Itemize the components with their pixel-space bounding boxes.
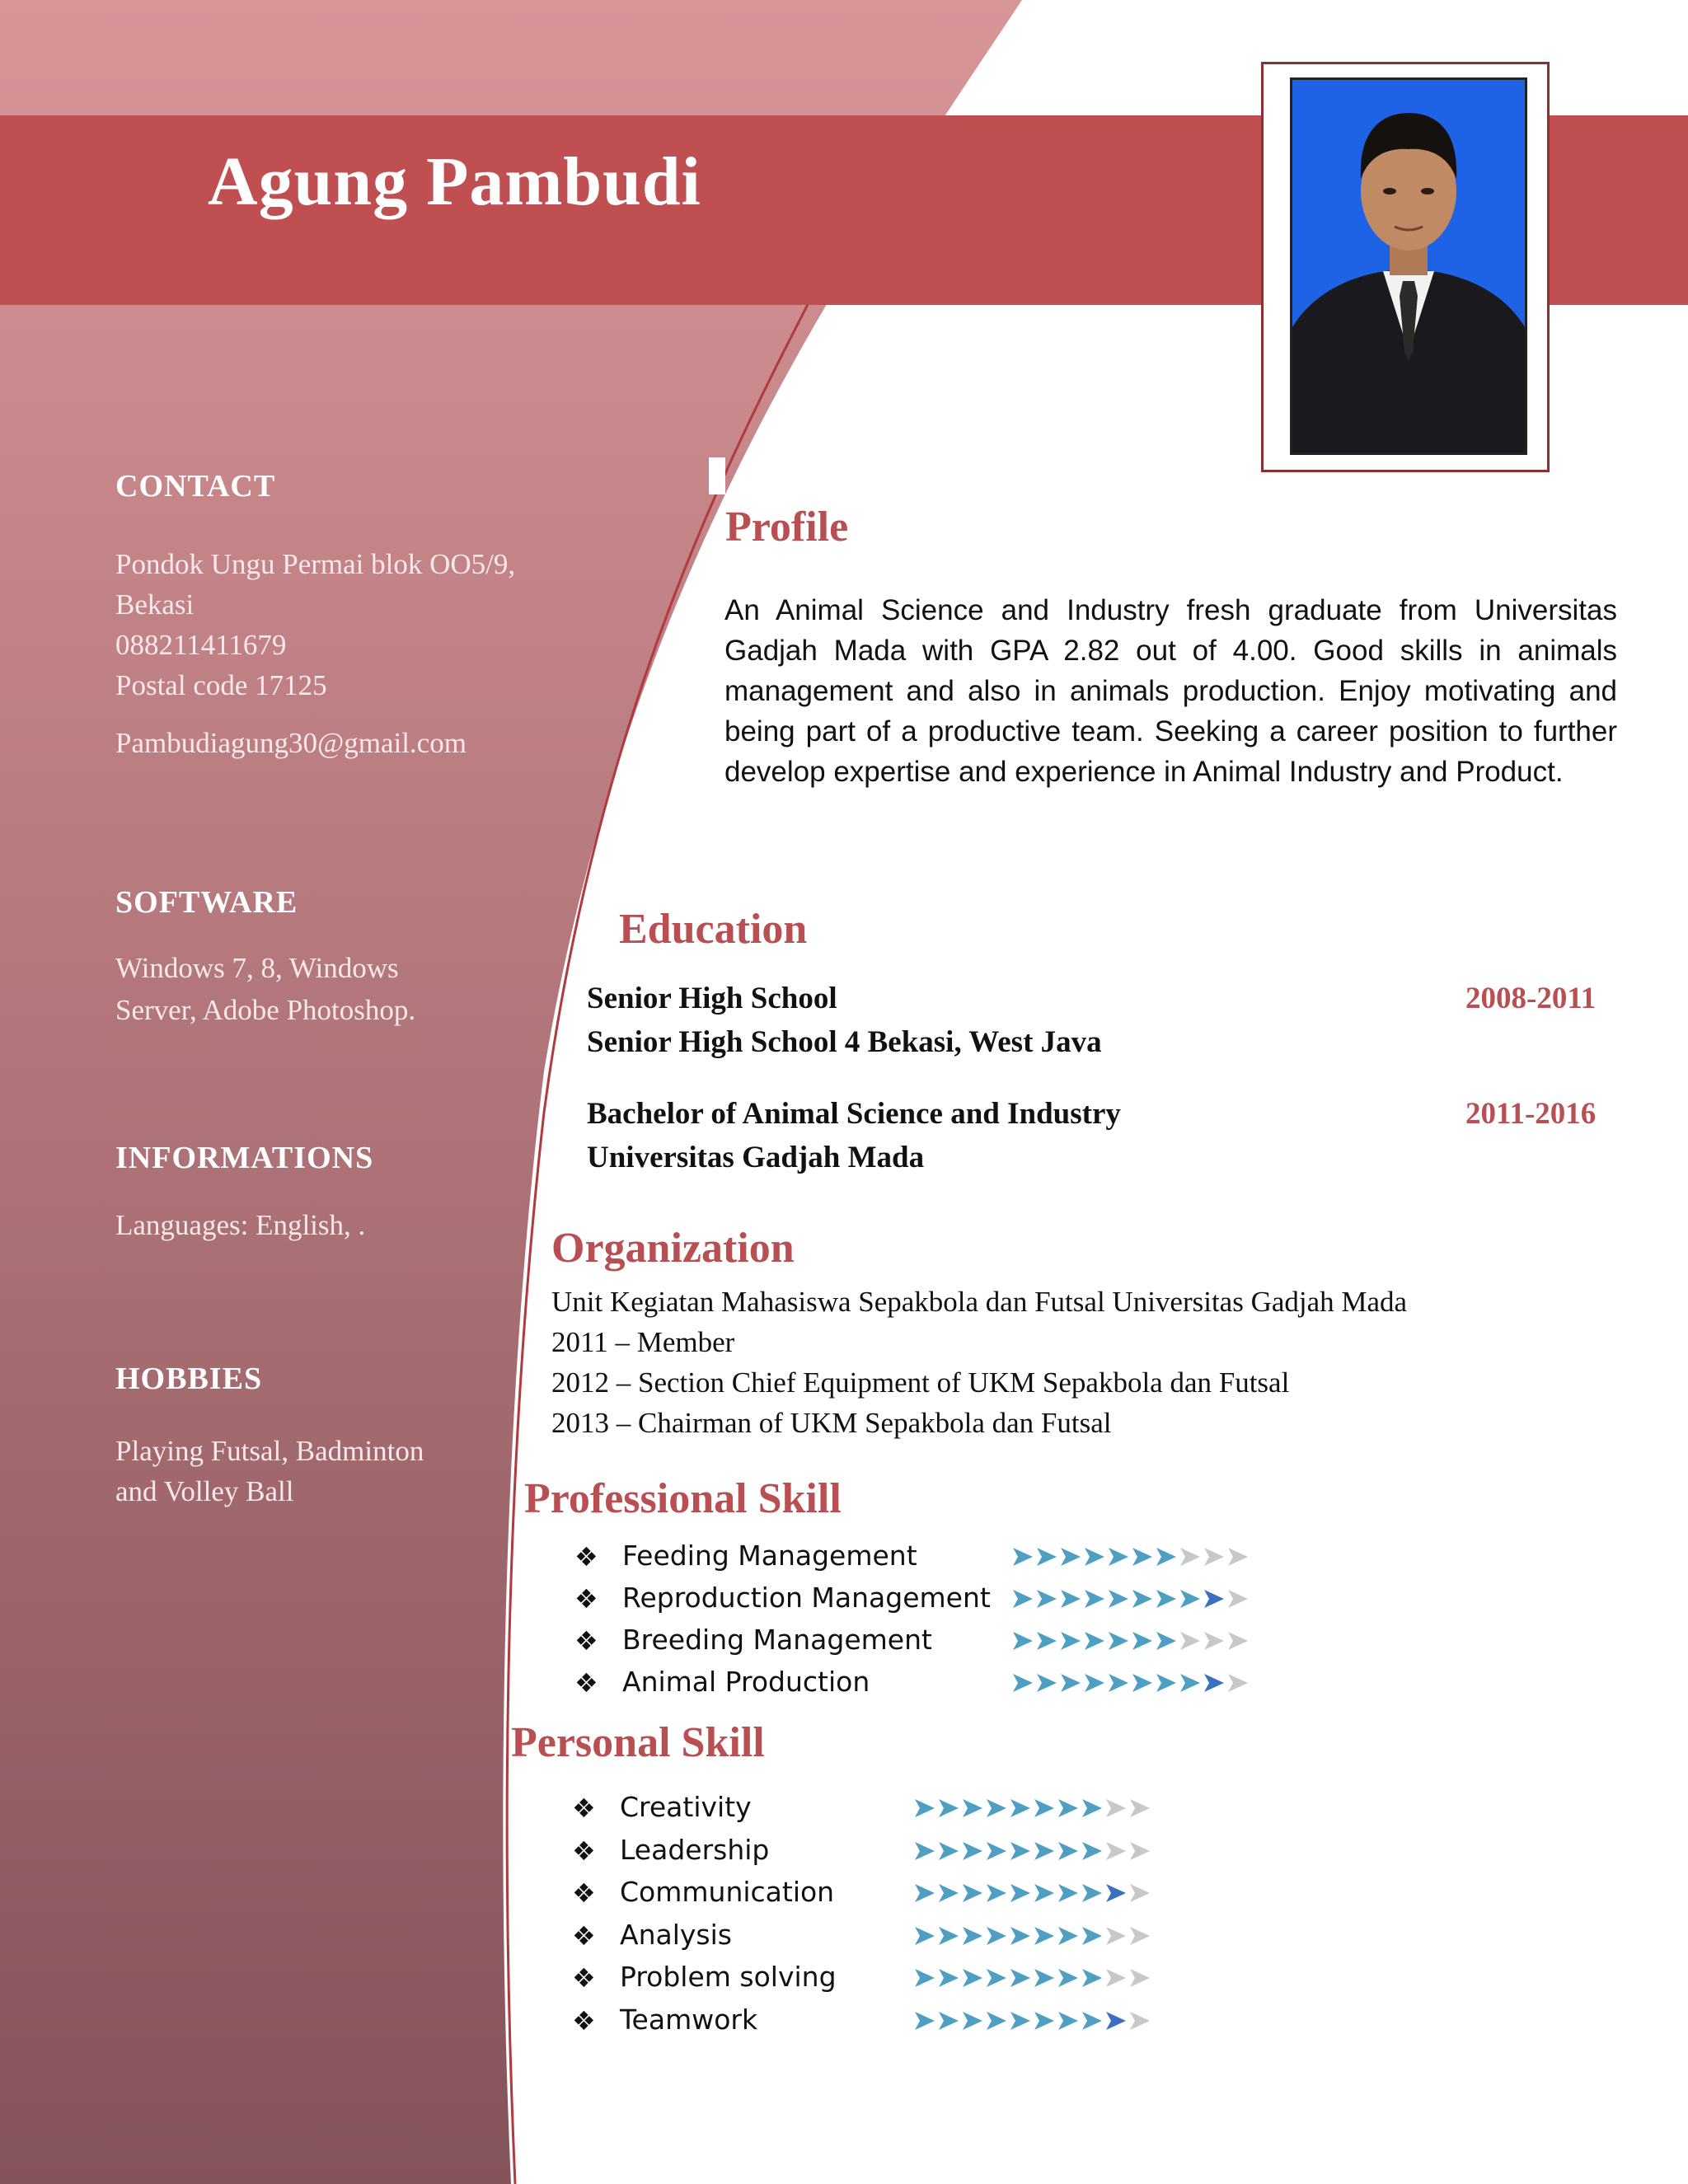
skill-row: [574, 1666, 1316, 1707]
rating-arrow-empty: [1228, 1548, 1248, 1566]
rating-arrow-empty: [1130, 1927, 1150, 1945]
rating-arrow-filled: [1082, 1842, 1102, 1860]
rating-arrow-filled: [1180, 1674, 1200, 1692]
skill-rating: [913, 1924, 1152, 1948]
skill-label: Communication: [620, 1876, 835, 1908]
rating-arrow-filled: [1037, 1590, 1057, 1608]
rating-arrow-filled: [987, 1799, 1006, 1817]
rating-arrow-empty: [1180, 1632, 1200, 1650]
rating-arrow-filled: [939, 1927, 959, 1945]
skill-rating: [913, 1839, 1152, 1863]
bullet-icon: ❖: [572, 1793, 596, 1824]
rating-arrow-filled: [1061, 1674, 1081, 1692]
rating-arrow-empty: [1106, 1842, 1126, 1860]
rating-arrow-filled: [1085, 1548, 1104, 1566]
bullet-icon: ❖: [572, 2004, 596, 2036]
skill-rating: [913, 1966, 1152, 1990]
rating-arrow-filled: [1109, 1590, 1128, 1608]
contact-address-line1: Pondok Ungu Permai blok OO5/9,: [115, 548, 516, 580]
rating-arrow-filled: [963, 1842, 982, 1860]
contact-phone: 088211411679: [115, 629, 287, 661]
rating-arrow-filled: [1013, 1590, 1033, 1608]
education-title-1: Senior High School: [587, 982, 837, 1015]
rating-arrow-filled: [1037, 1632, 1057, 1650]
skill-rating: [1011, 1671, 1250, 1695]
organization-heading: Organization: [551, 1225, 795, 1272]
organization-line-4: 2013 – Chairman of UKM Sepakbola dan Futsal: [551, 1407, 1112, 1439]
rating-arrow-filled: [1037, 1548, 1057, 1566]
contact-email: Pambudiagung30@gmail.com: [115, 727, 467, 759]
rating-arrow-filled: [915, 2012, 935, 2030]
rating-arrow-empty: [1106, 1927, 1126, 1945]
skill-label: Leadership: [620, 1833, 770, 1866]
rating-arrow-filled: [963, 1927, 982, 1945]
bullet-icon: ❖: [574, 1625, 598, 1657]
rating-arrow-filled: [1082, 1927, 1102, 1945]
rating-arrow-filled: [963, 2012, 982, 2030]
rating-arrow-filled: [1061, 1632, 1081, 1650]
contact-address-line2: Bekasi: [115, 588, 195, 621]
education-title-2: Bachelor of Animal Science and Industry: [587, 1097, 1121, 1131]
rating-arrow-empty: [1130, 2012, 1150, 2030]
rating-arrow-filled: [987, 1884, 1006, 1902]
professional-skill-heading: Professional Skill: [524, 1475, 842, 1522]
bullet-icon: ❖: [572, 1919, 596, 1952]
rating-arrow-filled: [1082, 2012, 1102, 2030]
profile-heading: Profile: [725, 504, 849, 551]
skill-label: Problem solving: [620, 1961, 837, 1993]
rating-arrow-filled: [1156, 1674, 1176, 1692]
education-years-2: 2011-2016: [1465, 1097, 1597, 1131]
rating-arrow-empty: [1204, 1632, 1224, 1650]
organization-line-3: 2012 – Section Chief Equipment of UKM Sepakbola dan Futsal: [551, 1366, 1290, 1399]
rating-arrow-filled: [1082, 1799, 1102, 1817]
organization-line-2: 2011 – Member: [551, 1326, 735, 1358]
rating-arrow-filled: [939, 1884, 959, 1902]
rating-arrow-filled: [987, 1842, 1006, 1860]
rating-arrow-filled: [1109, 1548, 1128, 1566]
contact-heading: CONTACT: [115, 469, 276, 504]
skill-label: Teamwork: [620, 2003, 758, 2036]
rating-arrow-filled: [1010, 1842, 1030, 1860]
skill-row: [572, 2004, 1314, 2045]
rating-arrow-filled: [915, 1842, 935, 1860]
rating-arrow-filled: [1034, 1927, 1054, 1945]
rating-arrow-empty: [1106, 1799, 1126, 1817]
rating-arrow-filled: [1109, 1632, 1128, 1650]
rating-arrow-filled: [987, 1927, 1006, 1945]
rating-arrow-filled: [1156, 1632, 1176, 1650]
profile-text: An Animal Science and Industry fresh graduate from Universitas Gadjah Mada with GPA 2.82 out of 4.00. Good skills in animals management and also in animals production. Enjoy motivating and being part of a productive team. Seeking a career position to further develop expertise and experience in Animal Industry and Product.: [724, 594, 1617, 788]
rating-arrow-filled: [1058, 1842, 1078, 1860]
rating-arrow-filled: [1132, 1590, 1152, 1608]
rating-arrow-filled: [915, 1927, 935, 1945]
rating-arrow-filled: [1034, 1842, 1054, 1860]
rating-arrow-empty: [1228, 1590, 1248, 1608]
rating-arrow-filled: [939, 1799, 959, 1817]
rating-arrow-empty: [1130, 1969, 1150, 1987]
skill-row: [572, 1919, 1314, 1960]
profile-photo-frame: [1261, 62, 1550, 472]
rating-arrow-filled: [987, 1969, 1006, 1987]
rating-arrow-filled: [1013, 1674, 1033, 1692]
rating-arrow-filled: [1034, 2012, 1054, 2030]
skill-rating: [1011, 1629, 1250, 1653]
rating-arrow-filled: [915, 1799, 935, 1817]
rating-arrow-filled: [1204, 1590, 1224, 1608]
rating-arrow-filled: [1013, 1632, 1033, 1650]
rating-arrow-filled: [915, 1884, 935, 1902]
rating-arrow-filled: [1156, 1590, 1176, 1608]
rating-arrow-filled: [987, 2012, 1006, 2030]
rating-arrow-filled: [1010, 1799, 1030, 1817]
rating-arrow-filled: [963, 1969, 982, 1987]
rating-arrow-filled: [1010, 2012, 1030, 2030]
skill-row: [572, 1834, 1314, 1875]
skill-label: Reproduction Management: [622, 1582, 991, 1614]
rating-arrow-filled: [1085, 1674, 1104, 1692]
rating-arrow-filled: [1082, 1884, 1102, 1902]
bullet-icon: ❖: [574, 1541, 598, 1572]
rating-arrow-filled: [1058, 2012, 1078, 2030]
bullet-icon: ❖: [574, 1583, 598, 1615]
rating-arrow-filled: [915, 1969, 935, 1987]
rating-arrow-filled: [1106, 2012, 1126, 2030]
rating-arrow-empty: [1228, 1674, 1248, 1692]
software-heading: SOFTWARE: [115, 885, 298, 920]
skill-rating: [913, 1796, 1152, 1821]
skill-row: [572, 1961, 1314, 2002]
rating-arrow-filled: [1180, 1590, 1200, 1608]
skill-row: [574, 1624, 1316, 1665]
rating-arrow-filled: [939, 2012, 959, 2030]
rating-arrow-empty: [1130, 1842, 1150, 1860]
skill-row: [572, 1791, 1314, 1832]
organization-line-1: Unit Kegiatan Mahasiswa Sepakbola dan Futsal Universitas Gadjah Mada: [551, 1286, 1408, 1318]
rating-arrow-filled: [1058, 1927, 1078, 1945]
contact-postal: Postal code 17125: [115, 669, 327, 701]
rating-arrow-filled: [1109, 1674, 1128, 1692]
rating-arrow-empty: [1130, 1884, 1150, 1902]
software-line1: Windows 7, 8, Windows: [115, 952, 399, 984]
rating-arrow-filled: [1058, 1969, 1078, 1987]
skill-label: Animal Production: [622, 1666, 870, 1698]
skill-label: Feeding Management: [622, 1540, 917, 1572]
rating-arrow-filled: [1132, 1674, 1152, 1692]
profile-photo: [1290, 77, 1527, 455]
rating-arrow-filled: [963, 1799, 982, 1817]
rating-arrow-filled: [1013, 1548, 1033, 1566]
skill-row: [574, 1540, 1316, 1581]
rating-arrow-empty: [1106, 1969, 1126, 1987]
rating-arrow-filled: [1132, 1548, 1152, 1566]
rating-arrow-filled: [939, 1969, 959, 1987]
informations-heading: INFORMATIONS: [115, 1141, 374, 1175]
skill-rating: [1011, 1544, 1250, 1569]
hobbies-line2: and Volley Ball: [115, 1475, 294, 1507]
education-years-1: 2008-2011: [1465, 982, 1597, 1015]
rating-arrow-filled: [1058, 1799, 1078, 1817]
candidate-name: Agung Pambudi: [208, 143, 701, 220]
rating-arrow-filled: [1061, 1590, 1081, 1608]
rating-arrow-filled: [1010, 1884, 1030, 1902]
rating-arrow-empty: [1130, 1799, 1150, 1817]
skill-rating: [1011, 1586, 1250, 1611]
rating-arrow-filled: [1085, 1590, 1104, 1608]
rating-arrow-filled: [1106, 1884, 1126, 1902]
rating-arrow-filled: [1085, 1632, 1104, 1650]
rating-arrow-filled: [1204, 1674, 1224, 1692]
personal-skill-heading: Personal Skill: [511, 1719, 765, 1766]
skill-row: [574, 1582, 1316, 1623]
rating-arrow-filled: [1061, 1548, 1081, 1566]
rating-arrow-filled: [1082, 1969, 1102, 1987]
rating-arrow-filled: [1156, 1548, 1176, 1566]
rating-arrow-empty: [1228, 1632, 1248, 1650]
rating-arrow-filled: [1010, 1969, 1030, 1987]
rating-arrow-filled: [1058, 1884, 1078, 1902]
hobbies-heading: HOBBIES: [115, 1361, 263, 1396]
hobbies-line1: Playing Futsal, Badminton: [115, 1435, 424, 1467]
education-school-2: Universitas Gadjah Mada: [587, 1141, 925, 1174]
rating-arrow-filled: [1034, 1884, 1054, 1902]
rating-arrow-filled: [939, 1842, 959, 1860]
bullet-icon: ❖: [572, 1835, 596, 1867]
skill-rating: [913, 2008, 1152, 2033]
bullet-icon: ❖: [572, 1962, 596, 1994]
rating-arrow-filled: [1037, 1674, 1057, 1692]
rating-arrow-empty: [1180, 1548, 1200, 1566]
skill-label: Breeding Management: [622, 1624, 932, 1656]
rating-arrow-filled: [1034, 1969, 1054, 1987]
education-school-1: Senior High School 4 Bekasi, West Java: [587, 1025, 1102, 1059]
informations-line1: Languages: English, .: [115, 1209, 366, 1241]
rating-arrow-filled: [1132, 1632, 1152, 1650]
skill-label: Analysis: [620, 1918, 732, 1951]
skill-label: Creativity: [620, 1791, 752, 1823]
skill-rating: [913, 1881, 1152, 1905]
rating-arrow-filled: [963, 1884, 982, 1902]
rating-arrow-filled: [1010, 1927, 1030, 1945]
software-line2: Server, Adobe Photoshop.: [115, 994, 416, 1026]
rating-arrow-empty: [1204, 1548, 1224, 1566]
education-heading: Education: [619, 906, 808, 953]
rating-arrow-filled: [1034, 1799, 1054, 1817]
bullet-icon: ❖: [574, 1667, 598, 1699]
skill-row: [572, 1876, 1314, 1917]
bullet-icon: ❖: [572, 1877, 596, 1909]
